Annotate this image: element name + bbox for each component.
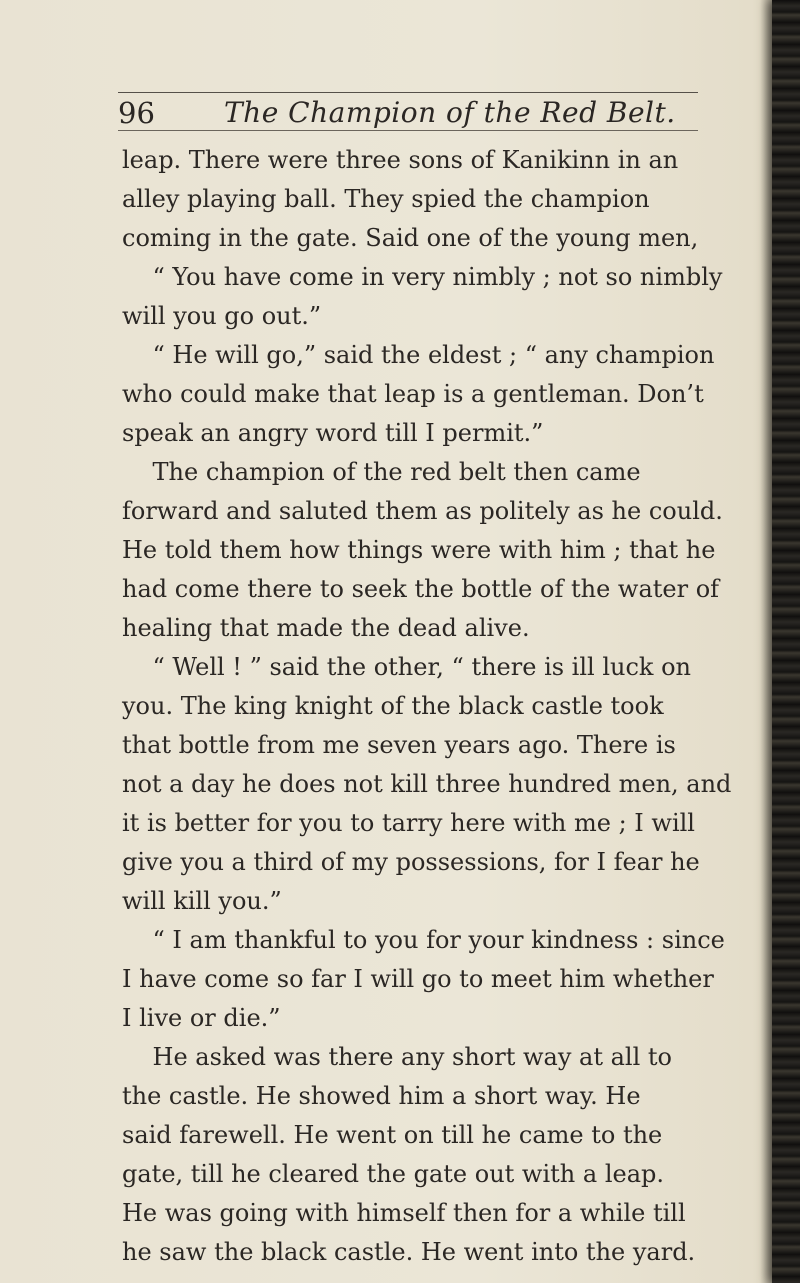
text-line: leap. There were three sons of Kanikinn in an — [122, 146, 679, 174]
text-line: will kill you.” — [122, 887, 282, 915]
text-line: I have come so far I will go to meet him whether — [122, 965, 714, 993]
text-line: “ You have come in very nimbly ; not so nimbly — [122, 263, 723, 291]
text-line: that bottle from me seven years ago. There is — [122, 731, 676, 759]
book-binding-edge — [772, 0, 800, 1283]
text-line: I live or die.” — [122, 1004, 281, 1032]
text-line: had come there to seek the bottle of the water of — [122, 575, 720, 603]
page-number: 96 — [118, 96, 155, 130]
header-rule-top — [118, 92, 698, 93]
text-line: said farewell. He went on till he came to the — [122, 1121, 663, 1149]
text-line: the castle. He showed him a short way. He — [122, 1082, 641, 1110]
running-head — [118, 76, 698, 130]
header-rule-bottom — [118, 130, 698, 131]
text-line: “ I am thankful to you for your kindness : since — [122, 926, 725, 954]
text-line: not a day he does not kill three hundred men, and — [122, 770, 732, 798]
text-line: you. The king knight of the black castle took — [122, 692, 664, 720]
text-line: coming in the gate. Said one of the young men, — [122, 224, 699, 252]
text-line: it is better for you to tarry here with me ; I will — [122, 809, 695, 837]
text-line: healing that made the dead alive. — [122, 614, 530, 642]
text-line: “ He will go,” said the eldest ; “ any champion — [122, 341, 715, 369]
text-line: who could make that leap is a gentleman. Don’t — [122, 380, 704, 408]
text-line: He was going with himself then for a while till — [122, 1199, 686, 1227]
text-line: he saw the black castle. He went into the yard. — [122, 1238, 696, 1266]
text-line: He asked was there any short way at all to — [122, 1043, 672, 1071]
running-title: The Champion of the Red Belt. — [224, 96, 676, 129]
text-line: give you a third of my possessions, for I fear he — [122, 848, 700, 876]
text-line: speak an angry word till I permit.” — [122, 419, 544, 447]
text-line: gate, till he cleared the gate out with a leap. — [122, 1160, 664, 1188]
text-line: “ Well ! ” said the other, “ there is ill luck on — [122, 653, 691, 681]
body-text — [122, 141, 732, 1272]
text-line: forward and saluted them as politely as he could. — [122, 497, 723, 525]
text-line: alley playing ball. They spied the champion — [122, 185, 650, 213]
text-line: The champion of the red belt then came — [122, 458, 641, 486]
text-line: He told them how things were with him ; that he — [122, 536, 716, 564]
text-line: will you go out.” — [122, 302, 322, 330]
